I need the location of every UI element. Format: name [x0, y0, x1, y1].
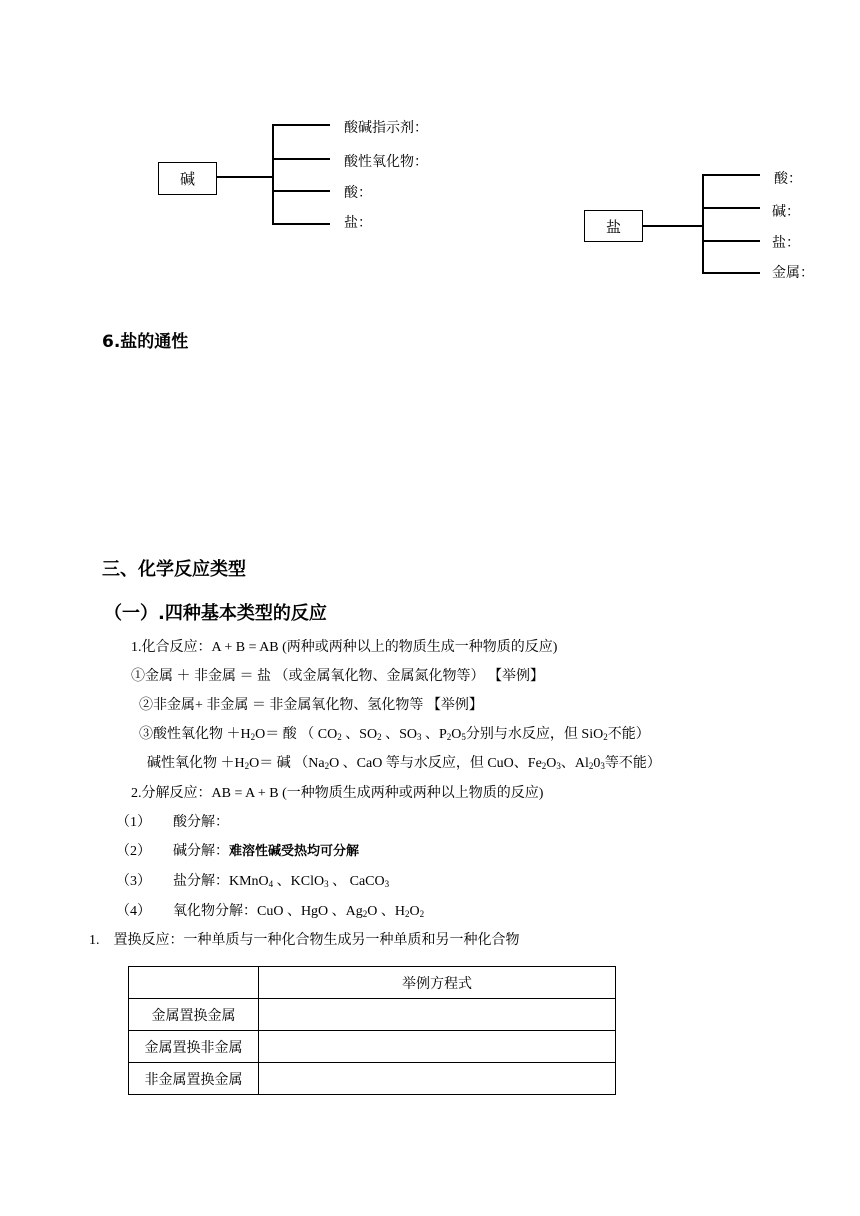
diagram-base-branch-line	[272, 124, 330, 126]
heading-section-3: 三、化学反应类型	[102, 559, 246, 580]
displacement-table	[128, 966, 616, 1095]
diagram-base-branch-line	[272, 190, 330, 192]
table-row	[129, 1031, 616, 1063]
decomposition-item: （1） 酸分解：	[116, 815, 229, 830]
diagram-base-branch-label: 酸性氧化物：	[344, 154, 428, 170]
diagram-base-spine	[272, 124, 274, 225]
table-cell-answer[interactable]	[259, 1031, 616, 1063]
table-row-label: 金属置换非金属	[129, 1031, 259, 1063]
diagram-salt-connector	[643, 225, 703, 227]
diagram-base-branch-label: 酸：	[344, 185, 372, 201]
table-header-cell	[129, 967, 259, 999]
diagram-salt-branch-line	[702, 207, 760, 209]
item-number: （2）	[116, 844, 151, 859]
combination-line-1: ①金属 ＋ 非金属 ＝ 盐 （或金属氧化物、金属氮化物等） 【举例】	[131, 669, 544, 684]
table-cell-answer[interactable]	[259, 1063, 616, 1095]
table-row-label: 非金属置换金属	[129, 1063, 259, 1095]
table-row	[129, 1063, 616, 1095]
table-row-label: 金属置换金属	[129, 999, 259, 1031]
diagram-salt-branch-line	[702, 174, 760, 176]
table-cell-answer[interactable]	[259, 999, 616, 1031]
diagram-base-branch-line	[272, 223, 330, 225]
combination-title: 1.化合反应：A + B = AB (两种或两种以上的物质生成一种物质的反应)	[131, 640, 558, 655]
diagram-salt-branch-label: 酸：	[774, 171, 802, 187]
item-number: （3）	[116, 874, 151, 889]
diagram-salt-branch-label: 金属：	[772, 265, 814, 281]
combination-line-4: 碱性氧化物 $+H_2O=$ 碱 （$Na_2O$ 、CaO 等与水反应，但 CuO、$Fe_2O_3$、$Al_20_3$等不能）	[147, 756, 661, 771]
diagram-base-branch-label: 酸碱指示剂：	[344, 120, 428, 136]
combination-line-2: ②非金属+ 非金属 ＝ 非金属氧化物、氢化物等 【举例】	[139, 698, 483, 713]
table-row	[129, 999, 616, 1031]
diagram-base-branch-label: 盐：	[344, 215, 372, 231]
table-header-row	[129, 967, 616, 999]
diagram-salt-branch-label: 碱：	[772, 204, 800, 220]
heading-salt-general: 6.盐的通性	[102, 332, 189, 352]
combination-line-3: ③酸性氧化物 $+H_2O=$ 酸 （ $CO_2$ 、$SO_2$ 、$SO_3$ 、$P_2O_5$分别与水反应，但 SiO$_2$不能）	[139, 727, 650, 742]
decomposition-item: （2） 碱分解：难溶性碱受热均可分解	[116, 844, 360, 859]
diagram-base-connector	[217, 176, 274, 178]
diagram-salt-branch-line	[702, 240, 760, 242]
diagram-base-root: 碱	[158, 162, 217, 195]
decomposition-item: （4） 氧化物分解：CuO 、HgO 、$Ag_2O$ 、$H_2O_2$	[116, 904, 425, 919]
diagram-salt-spine	[702, 174, 704, 273]
table-header-cell: 举例方程式	[259, 967, 616, 999]
diagram-base-branch-line	[272, 158, 330, 160]
diagram-salt-branch-line	[702, 272, 760, 274]
diagram-salt-root: 盐	[584, 210, 643, 242]
item-number: （4）	[116, 904, 151, 919]
decomposition-title: 2.分解反应：AB = A + B (一种物质生成两种或两种以上物质的反应)	[131, 786, 544, 801]
bold-note: 难溶性碱受热均可分解	[229, 844, 360, 859]
decomposition-item: （3） 盐分解：KMnO$_4$ 、KClO$_3$ 、 CaCO$_3$	[116, 874, 390, 889]
heading-subsection-1: （一）.四种基本类型的反应	[104, 603, 327, 624]
item-number: （1）	[116, 815, 151, 830]
displacement-heading: 1. 置换反应：一种单质与一种化合物生成另一种单质和另一种化合物	[89, 933, 520, 948]
diagram-salt-branch-label: 盐：	[772, 235, 800, 251]
